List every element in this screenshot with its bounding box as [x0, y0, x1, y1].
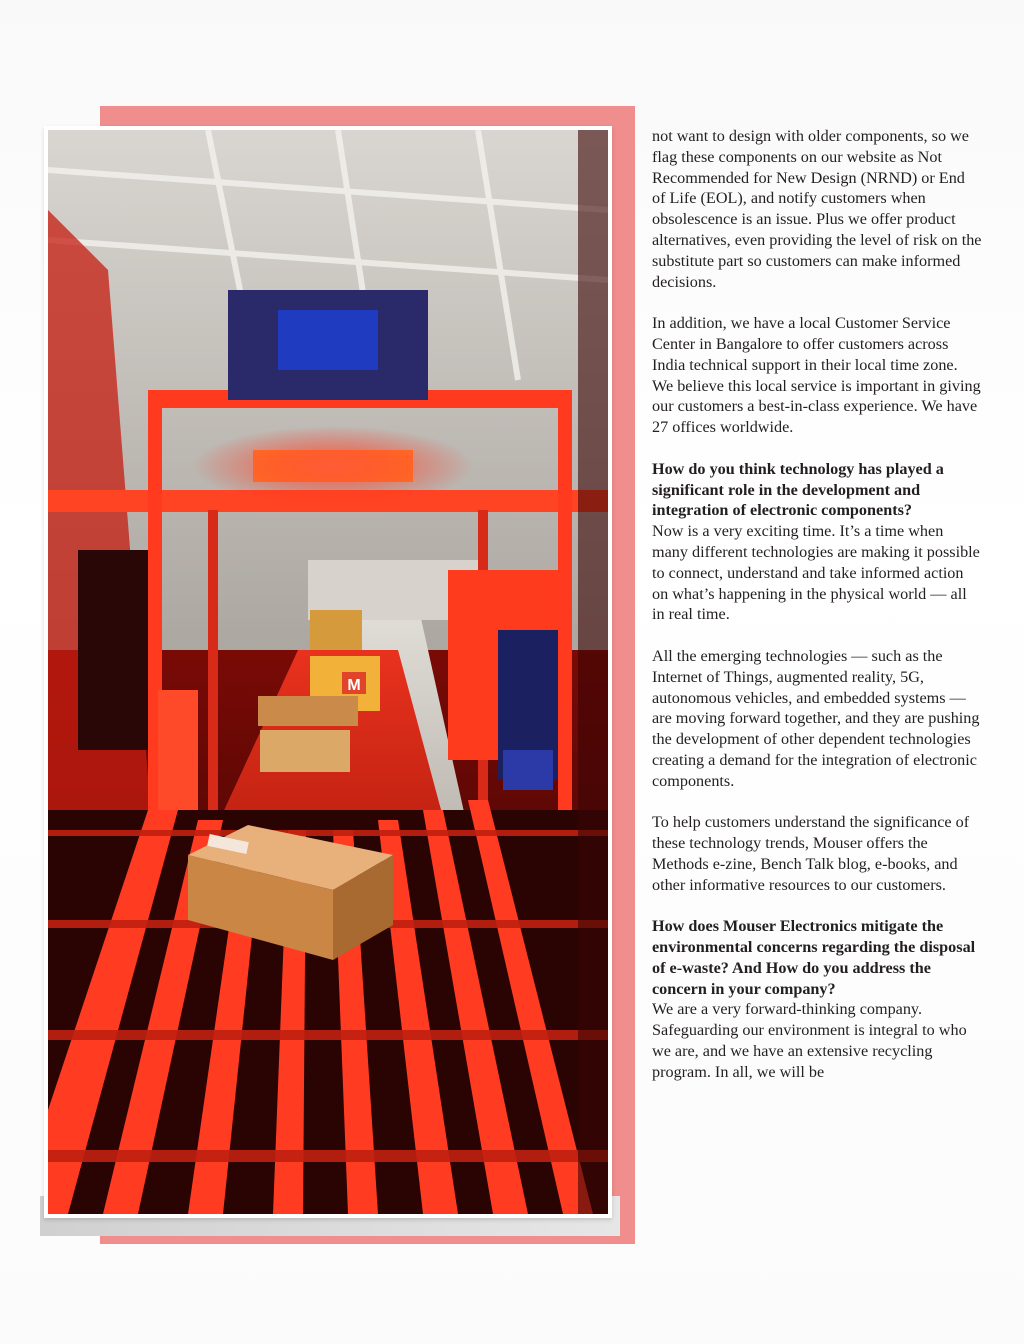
paragraph-emerging-technologies: All the emerging technologies — such as the Internet of Things, augmented reality, 5G, autonomous vehicles, and embedded systems — are moving forward together, and they are pushing the development of other dependent technologies creating a demand for the integration of electronic components. — [652, 646, 980, 790]
answer-ewaste: We are a very forward-thinking company. Safeguarding our environment is integral to who we are, and we have an extensive recycling program. In all, we will be — [652, 1000, 967, 1081]
article-column — [652, 126, 982, 1103]
qa-ewaste — [652, 916, 982, 1082]
paragraph-customer-service: In addition, we have a local Customer Service Center in Bangalore to offer customers across India technical support in their local time zone. We believe this local service is important in giving our customers a best-in-class experience. We have 27 offices worldwide. — [652, 314, 981, 437]
qa-technology — [652, 459, 982, 625]
question-ewaste: How does Mouser Electronics mitigate the environmental concerns regarding the disposal of e-waste? And How do you address the concern in your company? — [652, 917, 976, 998]
paragraph-resources: To help customers understand the significance of these technology trends, Mouser offers the Methods e-zine, Bench Talk blog, e-books, and other informative resources to our customers. — [652, 813, 970, 894]
photo-frame — [44, 126, 612, 1218]
answer-technology: Now is a very exciting time. It’s a time when many different technologies are making it possible to connect, understand and take informed action on what’s happening in the physical world — all in real time. — [652, 522, 980, 624]
paragraph-obsolescence: not want to design with older components, so we flag these components on our website as Not Recommended for New Design (NRND) or End of Life (EOL), and notify customers when obsolescence is an issue. Plus we offer product alternatives, even providing the level of risk on the substitute part so customers can make informed decisions. — [652, 127, 982, 291]
photo-box-label: M — [347, 677, 361, 694]
question-technology: How do you think technology has played a significant role in the development and integration of electronic components? — [652, 459, 944, 520]
warehouse-conveyor-photo — [48, 130, 608, 1214]
